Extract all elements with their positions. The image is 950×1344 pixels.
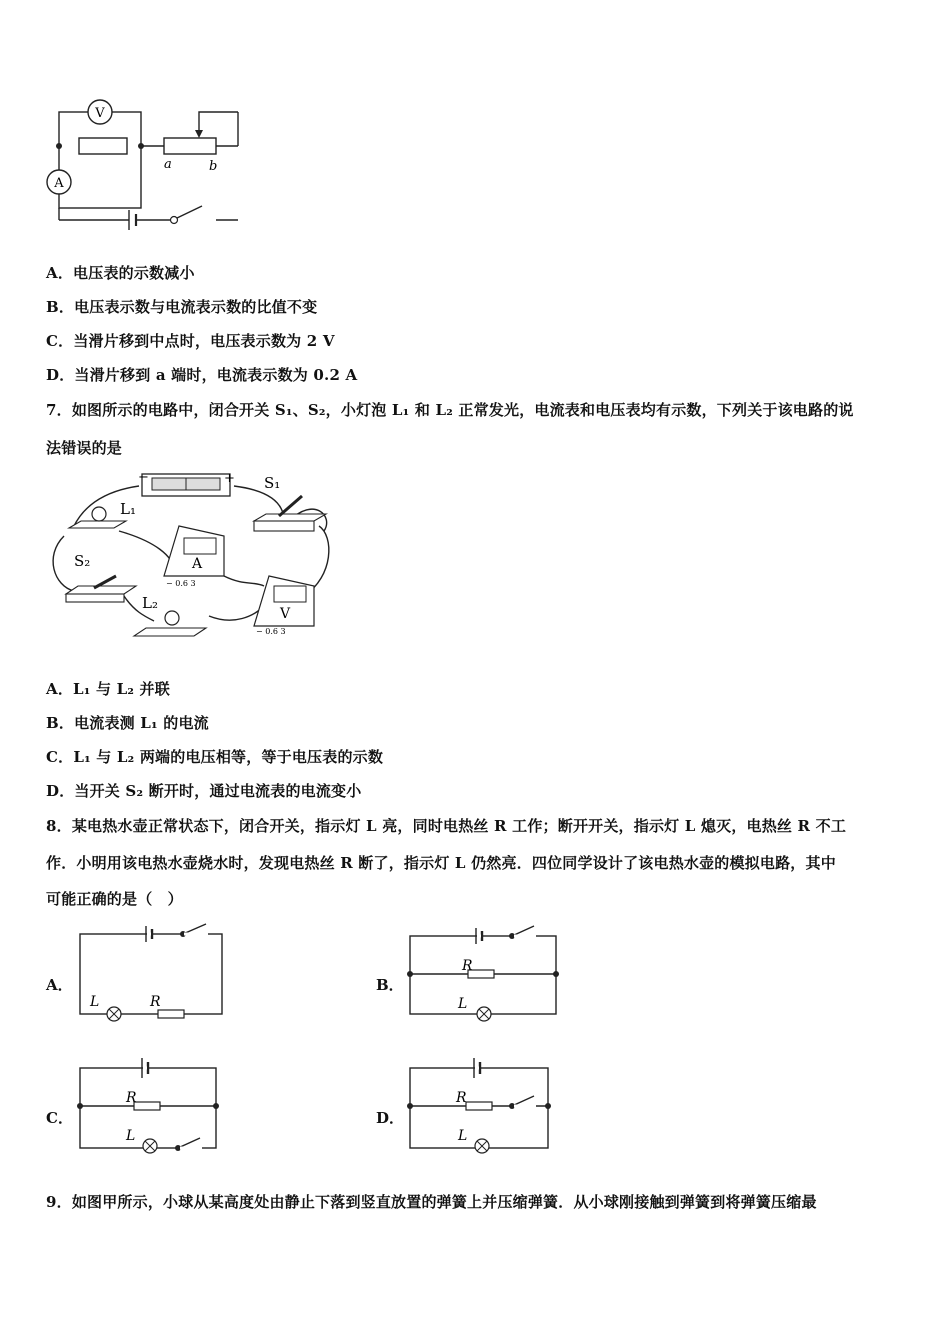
end-b-label: b	[209, 159, 218, 174]
q7-circuit-illustration	[44, 466, 344, 646]
q6-option-a: A．电压表的示数减小	[46, 264, 195, 282]
q6-option-c: C．当滑片移到中点时，电压表示数为 2 V	[46, 332, 335, 350]
q8-stem-line3: 可能正确的是（ ）	[46, 890, 183, 908]
q8-a-r-label: R	[150, 994, 161, 1010]
q8-option-a-label: A．	[46, 976, 73, 994]
end-a-label: a	[164, 157, 172, 172]
q6-circuit-diagram	[44, 96, 244, 236]
q7-stem-line1: 7．如图所示的电路中，闭合开关 S₁、S₂，小灯泡 L₁ 和 L₂ 正常发光，电流表和电压表均有示数，下列关于该电路的说	[46, 401, 854, 419]
q8-stem-line1: 8．某电热水壶正常状态下，闭合开关，指示灯 L 亮，同时电热丝 R 工作；断开开关，指示灯 L 熄灭，电热丝 R 不工	[46, 817, 847, 835]
q9-stem-line1: 9．如图甲所示，小球从某高度处由静止下落到竖直放置的弹簧上并压缩弹簧．从小球刚接触到弹簧到将弹簧压缩最	[46, 1193, 817, 1211]
q8-circuit-d	[408, 1056, 558, 1156]
q8-circuit-c	[78, 1056, 228, 1156]
q8-b-r-label: R	[462, 958, 473, 974]
l1-label: L₁	[120, 500, 136, 518]
battery-minus-label: −	[138, 470, 149, 485]
ammeter-scale: − 0.6 3	[166, 579, 196, 588]
q8-c-l-label: L	[126, 1128, 136, 1144]
ammeter-label: A	[192, 556, 203, 572]
q7-stem-line2: 法错误的是	[46, 439, 123, 457]
q8-option-b-label: B．	[376, 976, 404, 994]
q6-option-d: D．当滑片移到 a 端时，电流表示数为 0.2 A	[46, 366, 358, 384]
battery-plus-label: +	[224, 471, 235, 486]
q8-stem-line2: 作．小明用该电热水壶烧水时，发现电热丝 R 断了，指示灯 L 仍然亮．四位同学设计了该电热水壶的模拟电路，其中	[46, 854, 836, 872]
q7-option-d: D．当开关 S₂ 断开时，通过电流表的电流变小	[46, 782, 362, 800]
ammeter-label: A	[54, 176, 64, 191]
voltmeter-label: V	[280, 606, 291, 622]
q8-circuit-b	[408, 926, 558, 1016]
s2-label: S₂	[74, 552, 91, 570]
q8-option-c-label: C．	[46, 1109, 73, 1127]
q8-d-l-label: L	[458, 1128, 468, 1144]
q8-a-l-label: L	[90, 994, 100, 1010]
q7-option-c: C．L₁ 与 L₂ 两端的电压相等，等于电压表的示数	[46, 748, 384, 766]
q6-option-b: B．电压表示数与电流表示数的比值不变	[46, 298, 318, 316]
l2-label: L₂	[142, 594, 158, 612]
q8-b-l-label: L	[458, 996, 468, 1012]
q8-option-d-label: D．	[376, 1109, 405, 1127]
s1-label: S₁	[264, 474, 281, 492]
q7-option-b: B．电流表测 L₁ 的电流	[46, 714, 209, 732]
voltmeter-scale: − 0.6 3	[256, 627, 286, 636]
q8-c-r-label: R	[126, 1090, 137, 1106]
q8-d-r-label: R	[456, 1090, 467, 1106]
q8-circuit-a	[78, 926, 228, 1016]
voltmeter-label: V	[95, 106, 105, 121]
q7-option-a: A．L₁ 与 L₂ 并联	[46, 680, 170, 698]
